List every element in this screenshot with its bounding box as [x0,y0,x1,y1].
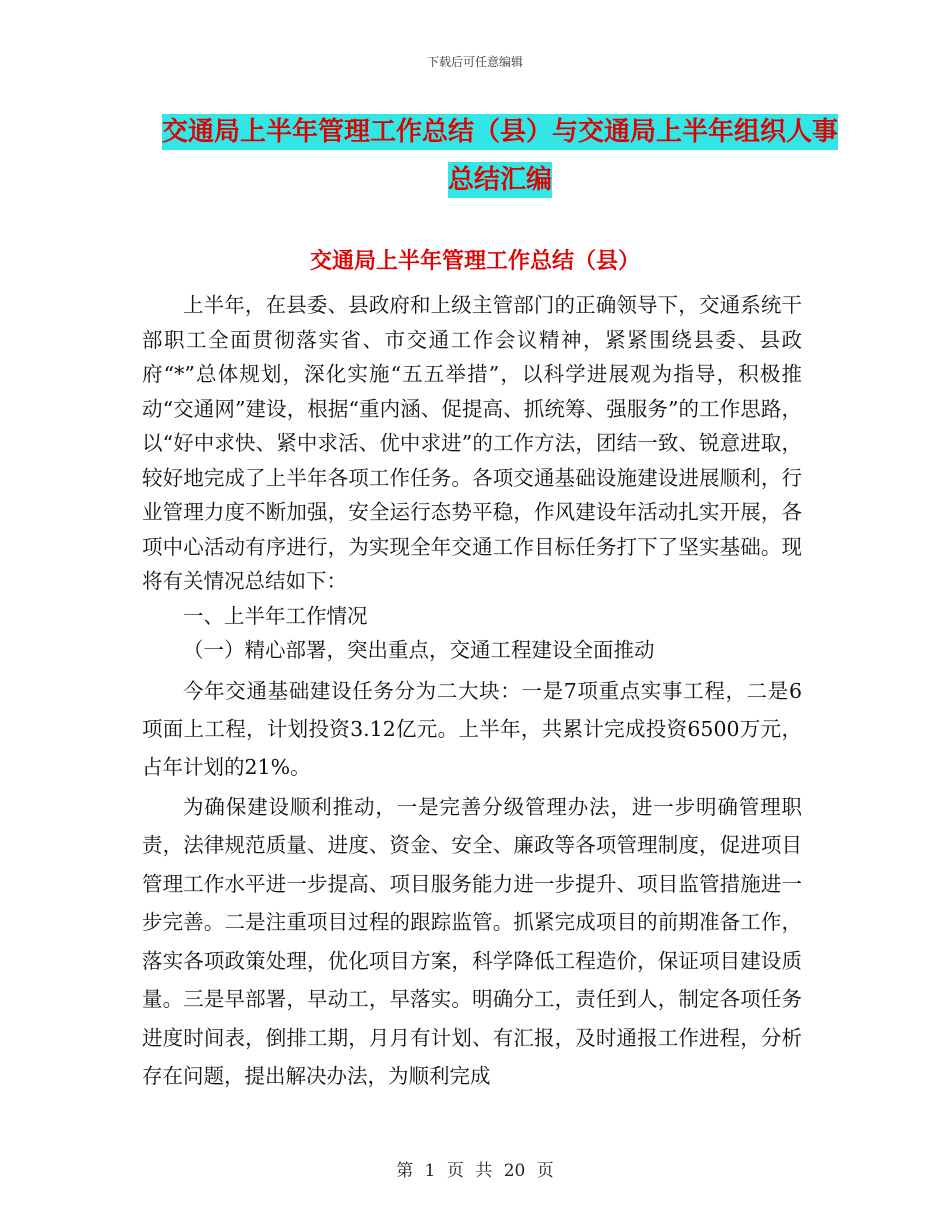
header-note: 下载后可任意编辑 [426,55,523,69]
section-title: 交通局上半年管理工作总结（县） [309,249,640,274]
document-body [142,288,802,1096]
paragraph-measures: 为确保建设顺利推动，一是完善分级管理办法，进一步明确管理职责，法律规范质量、进度、资金、安全、廉政等各项管理制度，促进项目管理工作水平进一步提高、项目服务能力进一步提升、项目监管措施进一步完善。二是注重项目过程的跟踪监管。抓紧完成项目的前期准备工作，落实各项政策处理，优化项目方案，科学降低工程造价，保证项目建设质量。三是早部署，早动工，早落实。明确分工，责任到人，制定各项任务进度时间表，倒排工期，月月有计划、有汇报，及时通报工作进程，分析存在问题，提出解决办法，为顺利完成 [142,794,802,1088]
heading-level2: （一）精心部署，突出重点，交通工程建设全面推动 [183,638,655,662]
document-title-text: 交通局上半年管理工作总结（县）与交通局上半年组织人事总结汇编 [162,114,838,198]
heading-level1: 一、上半年工作情况 [183,603,368,628]
document-title [150,108,850,204]
paragraph-intro: 上半年，在县委、县政府和上级主管部门的正确领导下，交通系统干部职工全面贯彻落实省、市交通工作会议精神，紧紧围绕县委、县政府“*”总体规划，深化实施“五五举措”，以科学进展观为指导，积极推动“交通网”建设，根据“重内涵、促提高、抓统筹、强服务”的工作思路，以“好中求快、紧中求活、优中求进”的工作方法，团结一致、锐意进取，较好地完成了上半年各项工作任务。各项交通基础设施建设进展顺利，行业管理力度不断加强，安全运行态势平稳，作风建设年活动扎实开展，各项中心活动有序进行，为实现全年交通工作目标任务打下了坚实基础。现将有关情况总结如下： [142,293,802,593]
paragraph-investment: 今年交通基础建设任务分为二大块：一是7项重点实事工程，二是6项面上工程，计划投资3.12亿元。上半年，共累计完成投资6500万元，占年计划的21%。 [142,678,802,779]
page-footer: 第 1 页 共 20 页 [396,1161,554,1181]
